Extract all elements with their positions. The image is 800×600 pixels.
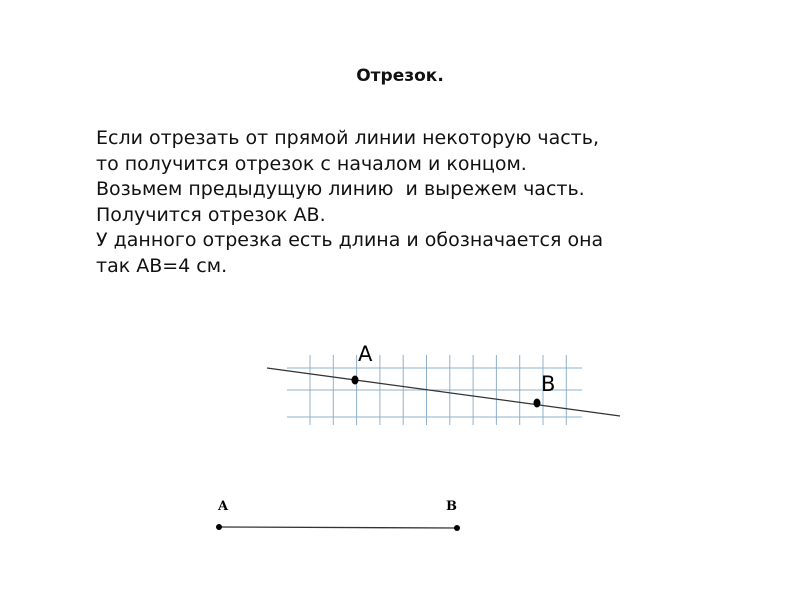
line <box>267 368 620 416</box>
text-line: так AB=4 см. <box>96 254 228 277</box>
segment-label-a: A <box>218 499 229 514</box>
text-line: Получится отрезок AB. <box>96 203 326 226</box>
grid-figure <box>287 355 582 425</box>
label-a: A <box>358 342 373 366</box>
text-line: то получится отрезок с началом и концом. <box>96 152 527 175</box>
label-b: B <box>541 372 556 396</box>
text-line: У данного отрезка есть длина и обозначается она <box>96 229 604 251</box>
segment-point-a <box>216 524 222 530</box>
slide-title: Отрезок. <box>356 66 444 86</box>
text-line: Если отрезать от прямой линии некоторую часть, <box>96 127 599 149</box>
segment-point-b <box>454 525 460 531</box>
segment-ab <box>219 527 457 528</box>
text-line: Возьмем предыдущую линию и вырежем часть. <box>96 178 585 200</box>
segment-label-b: B <box>446 499 457 514</box>
point-b <box>534 399 541 408</box>
point-a <box>352 376 359 385</box>
